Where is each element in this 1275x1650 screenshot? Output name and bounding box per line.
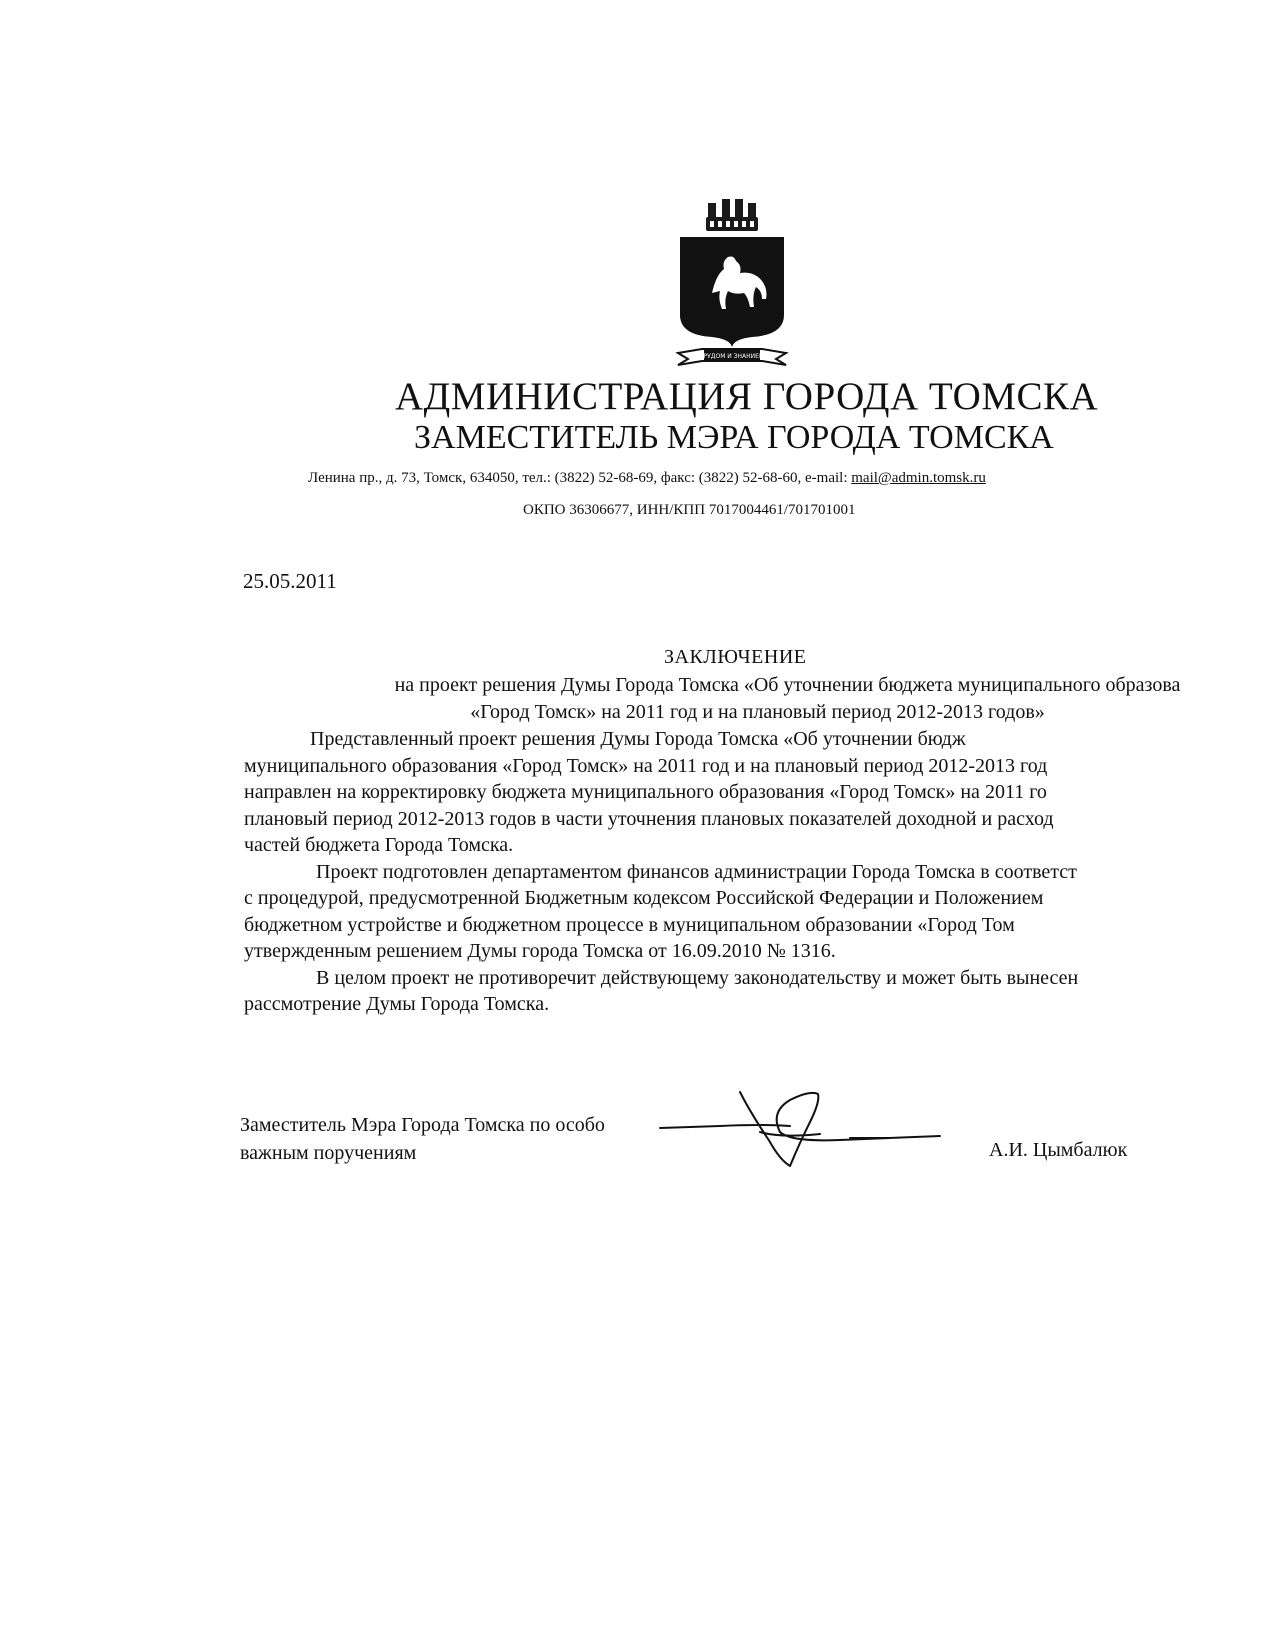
document-title: ЗАКЛЮЧЕНИЕ [664, 646, 807, 668]
text-line: направлен на корректировку бюджета муниципального образования «Город Томск» на 2011 го [244, 781, 1047, 803]
text-line: В целом проект не противоречит действующему законодательству и может быть вынесен [316, 966, 1079, 989]
subtitle-line: на проект решения Думы Города Томска «Об уточнении бюджета муниципального образова [394, 674, 1181, 696]
document-subtitle [240, 672, 1275, 726]
handwritten-signature-icon [640, 1082, 960, 1172]
contact-address [308, 470, 986, 487]
document-body [244, 726, 1275, 1018]
text-line: муниципального образования «Город Томск» на 2011 год и на плановый период 2012-2013 год [244, 754, 1048, 777]
department-title: ЗАМЕСТИТЕЛЬ МЭРА ГОРОДА ТОМСКА [414, 419, 1054, 456]
text-line: плановый период 2012-2013 годов в части уточнения плановых показателей доходной и расход [244, 807, 1054, 830]
paragraph-3 [244, 965, 1275, 1018]
paragraph-1 [244, 726, 1275, 859]
text-line: утвержденным решением Думы города Томска от 16.09.2010 № 1316. [244, 940, 836, 962]
text-line: Проект подготовлен департаментом финансов администрации Города Томска в соответст [316, 860, 1077, 883]
text-line: частей бюджета Города Томска. [244, 834, 514, 856]
paragraph-2 [244, 859, 1275, 965]
address-text: Ленина пр., д. 73, Томск, 634050, тел.: (3822) 52-68-69, факс: (3822) 52-68-60, e-mail: [308, 470, 848, 486]
text-line: Представленный проект решения Думы Города Томска «Об уточнении бюдж [310, 728, 966, 750]
text-line: с процедурой, предусмотренной Бюджетным кодексом Российской Федерации и Положением [244, 887, 1044, 909]
document-date: 25.05.2011 [243, 569, 337, 593]
signer-name: А.И. Цымбалюк [989, 1139, 1128, 1161]
tomsk-coat-of-arms-icon [672, 195, 792, 380]
registration-codes: ОКПО 36306677, ИНН/КПП 7017004461/701701001 [523, 502, 856, 518]
svg-text:ТРУДОМ И ЗНАНИЕМ: ТРУДОМ И ЗНАНИЕМ [699, 353, 765, 360]
signer-position-line: Заместитель Мэра Города Томска по особо [240, 1114, 605, 1136]
subtitle-line: «Город Томск» на 2011 год и на плановый период 2012-2013 годов» [470, 701, 1045, 723]
organization-title: АДМИНИСТРАЦИЯ ГОРОДА ТОМСКА [395, 375, 1099, 418]
signer-position [240, 1111, 605, 1167]
signer-position-line: важным поручениям [240, 1142, 417, 1164]
email-link[interactable]: mail@admin.tomsk.ru [851, 470, 986, 486]
text-line: рассмотрение Думы Города Томска. [244, 993, 550, 1015]
text-line: бюджетном устройстве и бюджетном процессе в муниципальном образовании «Город Том [244, 913, 1015, 936]
